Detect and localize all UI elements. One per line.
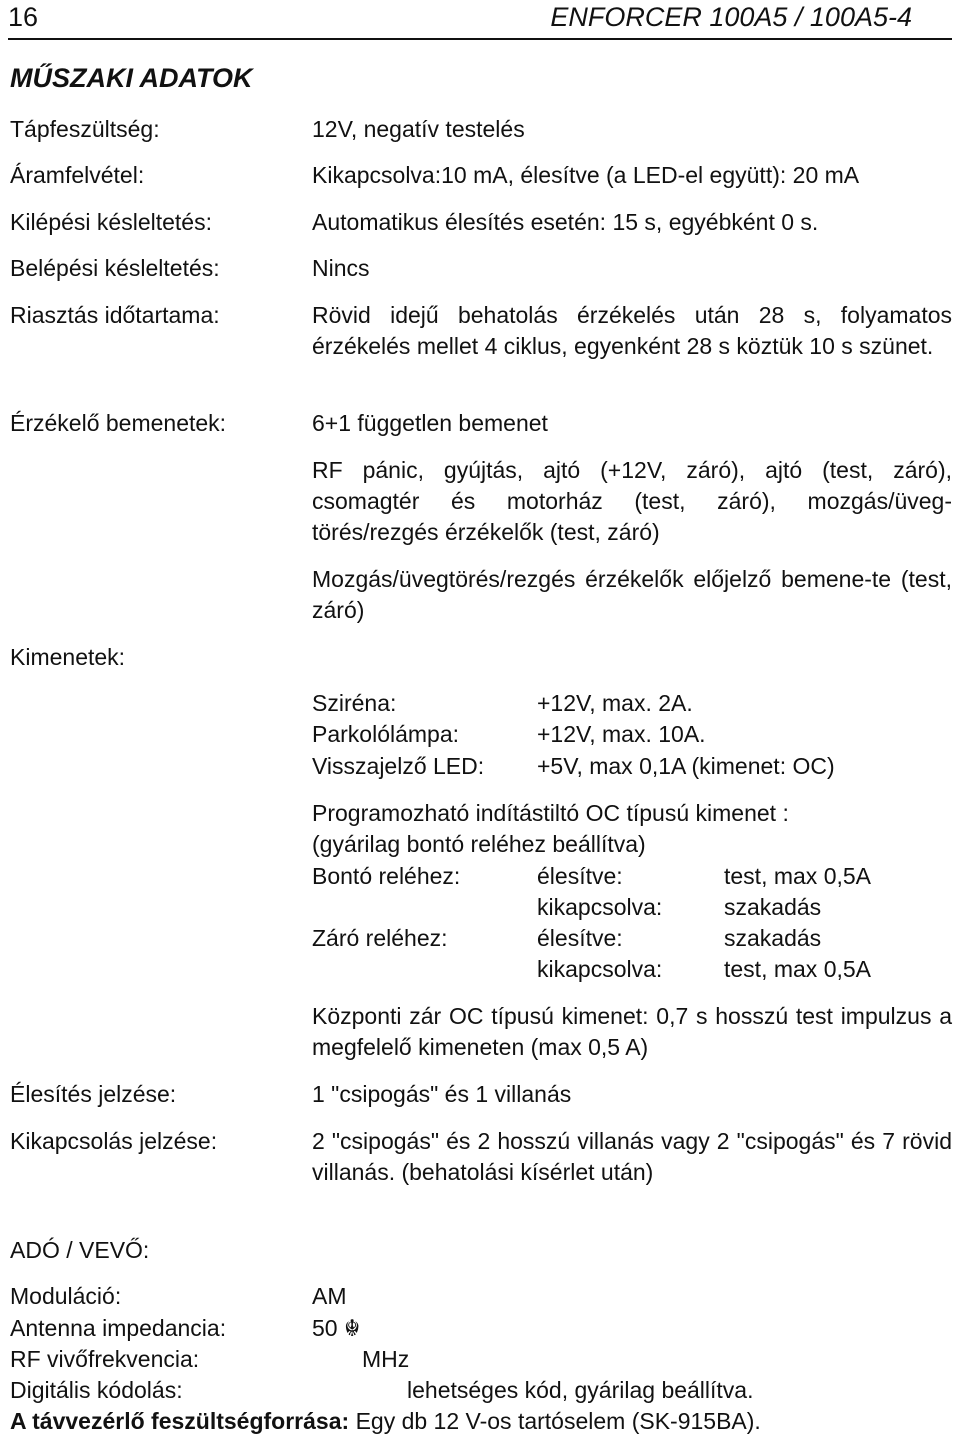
transceiver-label: ADÓ / VEVŐ: [10, 1237, 150, 1263]
inputs-count: 6+1 független bemenet [312, 410, 548, 436]
output-led-value: +5V, max 0,1A (kimenet: OC) [537, 753, 835, 779]
page-header [8, 2, 952, 40]
digital-coding-value: lehetséges kód, gyárilag beállítva. [407, 1377, 754, 1403]
rf-frequency-value: MHz [362, 1346, 410, 1372]
spec-label-alarm-duration: Riasztás időtartama: [10, 302, 220, 328]
relay-state: élesítve: [537, 925, 623, 951]
rf-frequency-label: RF vivőfrekvencia: [10, 1346, 200, 1372]
output-parking-light-value: +12V, max. 10A. [537, 721, 706, 747]
antenna-impedance-value: 50 ☬ [312, 1315, 361, 1341]
disarming-signal-value: 2 "csipogás" és 2 hosszú villanás vagy 2 "csipogás" és 7 rövid villanás. (behatolási kísérlet után) [312, 1128, 952, 1185]
document-title: ENFORCER 100A5 / 100A5-4 [550, 2, 912, 32]
relay-state: élesítve: [537, 863, 623, 889]
remote-power-label: A távvezérlő feszültségforrása: [10, 1408, 350, 1434]
central-lock-output: Központi zár OC típusú kimenet: 0,7 s hosszú test impulzus a megfelelő kimeneten (max 0,5 A) [312, 1003, 952, 1060]
inputs-label: Érzékelő bemenetek: [10, 410, 227, 436]
spec-label-supply-voltage: Tápfeszültség: [10, 116, 160, 142]
spec-value-entry-delay: Nincs [312, 255, 370, 281]
spec-label-entry-delay: Belépési késleltetés: [10, 255, 220, 281]
output-parking-light-label: Parkolólámpa: [312, 721, 460, 747]
spec-label-exit-delay: Kilépési késleltetés: [10, 209, 212, 235]
relay-result: test, max 0,5A [724, 956, 872, 982]
spec-label-current-draw: Áramfelvétel: [10, 162, 145, 188]
spec-value-supply-voltage: 12V, negatív testelés [312, 116, 525, 142]
page-number: 16 [8, 2, 39, 32]
outputs-label: Kimenetek: [10, 644, 126, 670]
remote-power-value: Egy db 12 V-os tartóselem (SK-915BA). [355, 1408, 761, 1434]
relay-state: kikapcsolva: [537, 894, 663, 920]
relay-result: szakadás [724, 894, 822, 920]
spec-value-exit-delay: Automatikus élesítés esetén: 15 s, egyébként 0 s. [312, 209, 819, 235]
output-siren-label: Sziréna: [312, 690, 397, 716]
inputs-prealert: Mozgás/üvegtörés/rezgés érzékelők előjelző bemene-te (test, záró) [312, 566, 952, 623]
arming-signal-label: Élesítés jelzése: [10, 1081, 177, 1107]
immobilizer-title: Programozható indítástiltó OC típusú kimenet : [312, 800, 789, 826]
relay-state: kikapcsolva: [537, 956, 663, 982]
antenna-impedance-label: Antenna impedancia: [10, 1315, 227, 1341]
modulation-label: Moduláció: [10, 1283, 122, 1309]
relay-result: test, max 0,5A [724, 863, 872, 889]
spec-value-alarm-duration: Rövid idejű behatolás érzékelés után 28 s, folyamatos érzékelés mellet 4 ciklus, egyenként 28 s köztük 10 s szünet. [312, 302, 952, 359]
arming-signal-value: 1 "csipogás" és 1 villanás [312, 1081, 572, 1107]
output-siren-value: +12V, max. 2A. [537, 690, 693, 716]
relay-no-label: Záró reléhez: [312, 925, 448, 951]
spec-value-current-draw: Kikapcsolva:10 mA, élesítve (a LED-el együtt): 20 mA [312, 162, 860, 188]
remote-power-row [10, 1406, 761, 1437]
immobilizer-note: (gyárilag bontó reléhez beállítva) [312, 831, 646, 857]
relay-nc-label: Bontó reléhez: [312, 863, 461, 889]
relay-result: szakadás [724, 925, 822, 951]
output-led-label: Visszajelző LED: [312, 753, 485, 779]
section-title: MŰSZAKI ADATOK [10, 63, 253, 93]
modulation-value: AM [312, 1283, 347, 1309]
digital-coding-label: Digitális kódolás: [10, 1377, 183, 1403]
inputs-list: RF pánic, gyújtás, ajtó (+12V, záró), ajtó (test, záró), csomagtér és motorház (test, záró), mozgás/üveg-törés/rezgés érzékelők (test, záró) [312, 457, 952, 545]
disarming-signal-label: Kikapcsolás jelzése: [10, 1128, 218, 1154]
